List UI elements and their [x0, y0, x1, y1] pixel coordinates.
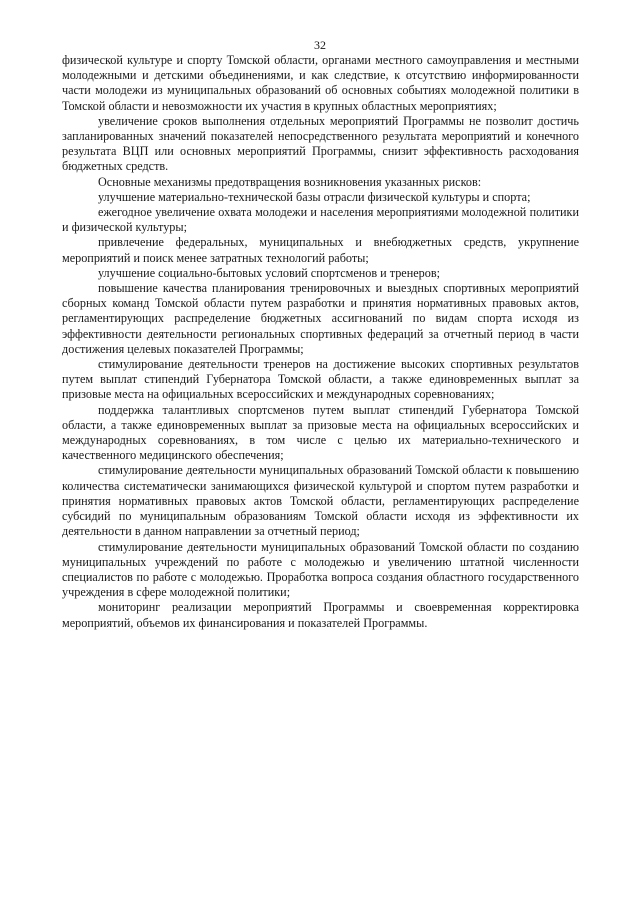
paragraph: ежегодное увеличение охвата молодежи и населения мероприятиями молодежной политики и физической культуры; — [62, 205, 579, 235]
paragraph: поддержка талантливых спортсменов путем выплат стипендий Губернатора Томской области, а также единовременных выплат за призовые места на официальных всероссийских и международных соревнованиях, в том числе с целью их материально-технического и качественного медицинского обеспечения; — [62, 402, 579, 463]
paragraph: Основные механизмы предотвращения возникновения указанных рисков: — [98, 174, 482, 189]
paragraph: стимулирование деятельности муниципальных образований Томской области по созданию муниципальных учреждений по работе с молодежью и увеличению штатной численности специалистов по работе с молодежью. Проработка вопроса создания областного государственного учреждения в сфере молодежной политики; — [62, 539, 579, 600]
paragraph: физической культуре и спорту Томской области, органами местного самоуправления и местными молодежными и детскими объединениями, и как следствие, к отсутствию информированности части молодежи из муниципальных образований об основных событиях молодежной политики в Томской области и невозможности их участия в крупных областных мероприятиях; — [62, 53, 579, 113]
paragraph: улучшение социально-бытовых условий спортсменов и тренеров; — [98, 265, 440, 280]
paragraph: повышение качества планирования тренировочных и выездных спортивных мероприятий сборных команд Томской области путем разработки и принятия нормативных правовых актов, регламентирующих распределение бюджетных ассигнований по видам спорта исходя из эффективности деятельности региональных спортивных федераций за отчетный период в части достижения целевых показателей Программы; — [62, 281, 579, 356]
paragraph: привлечение федеральных, муниципальных и внебюджетных средств, укрупнение мероприятий и поиск менее затратных технологий работы; — [62, 235, 579, 265]
paragraph: мониторинг реализации мероприятий Программы и своевременная корректировка мероприятий, объемов их финансирования и показателей Программы. — [62, 600, 579, 630]
paragraph: увеличение сроков выполнения отдельных мероприятий Программы не позволит достичь запланированных значений показателей непосредственного результата мероприятий и конечного результата ВЦП или основных мероприятий Программы, снизит эффективность расходования бюджетных средств. — [62, 113, 579, 174]
document-body — [62, 53, 579, 631]
paragraph: улучшение материально-технической базы отрасли физической культуры и спорта; — [98, 189, 531, 204]
page-number: 32 — [314, 38, 326, 52]
paragraph: стимулирование деятельности муниципальных образований Томской области к повышению количества систематически занимающихся физической культурой и спортом путем разработки и принятия нормативных правовых актов Томской области, регламентирующих распределение субсидий по муниципальным образованиям Томской области исходя из эффективности их деятельности в данном направлении за отчетный период; — [62, 463, 579, 539]
paragraph: стимулирование деятельности тренеров на достижение высоких спортивных результатов путем выплат стипендий Губернатора Томской области, а также единовременных выплат за призовые места на официальных всероссийских и международных соревнованиях; — [62, 357, 579, 402]
